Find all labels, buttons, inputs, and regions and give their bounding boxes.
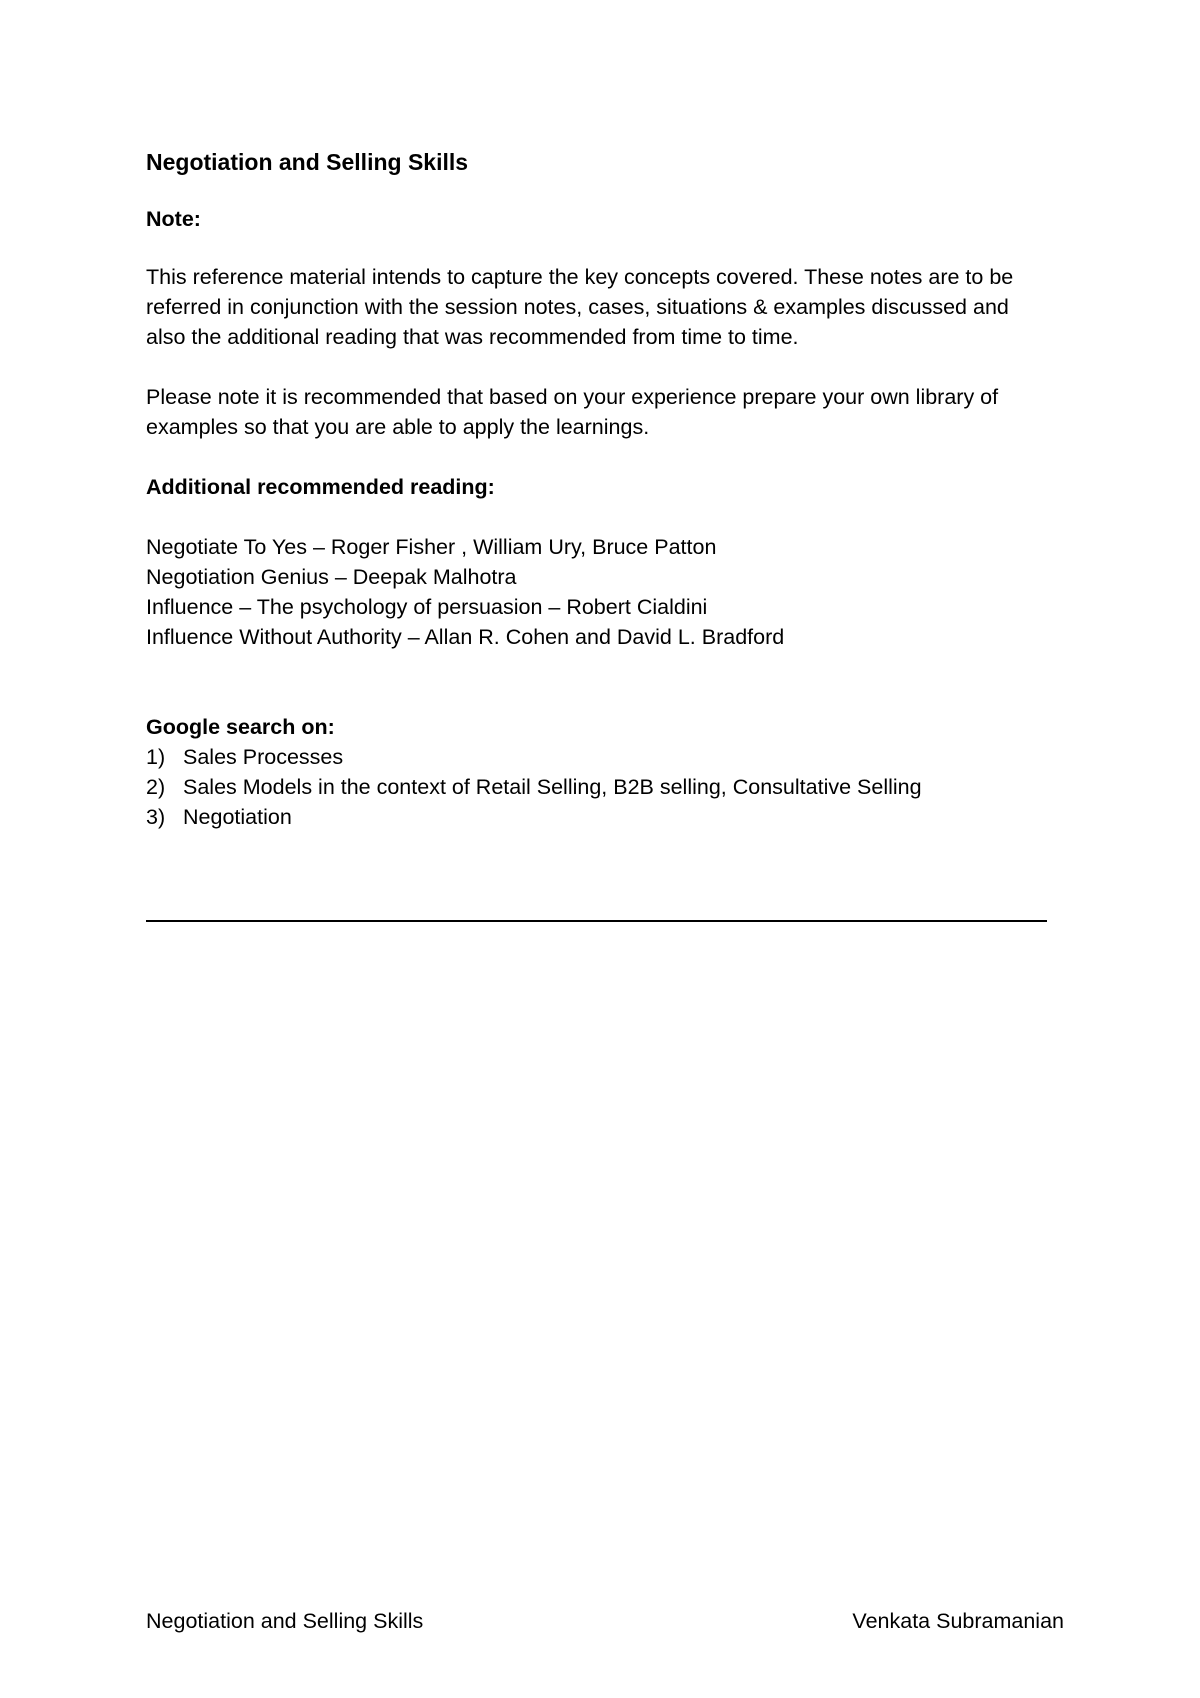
search-item-text: Negotiation: [183, 805, 292, 829]
search-item-number: 3): [146, 805, 166, 829]
search-item-number: 2): [146, 775, 166, 799]
reading-item: Influence Without Authority – Allan R. Cohen and David L. Bradford: [146, 625, 785, 649]
search-label: Google search on:: [146, 715, 335, 739]
search-list: [146, 742, 1066, 832]
intro-paragraph: This reference material intends to capture the key concepts covered. These notes are to be referred in conjunction with the session notes, cases, situations & examples discussed and also the additional reading that was recommended from time to time.: [146, 265, 1014, 349]
horizontal-rule: [146, 920, 1047, 922]
note-label: Note:: [146, 207, 201, 231]
search-item: [146, 772, 1066, 802]
reading-label: Additional recommended reading:: [146, 475, 495, 499]
reading-list: [146, 532, 1066, 652]
search-item-text: Sales Models in the context of Retail Selling, B2B selling, Consultative Selling: [183, 775, 922, 799]
reading-item: Negotiation Genius – Deepak Malhotra: [146, 565, 517, 589]
search-item: [146, 802, 1066, 832]
document-title: Negotiation and Selling Skills: [146, 149, 469, 175]
document-body: [146, 146, 1066, 832]
footer-title: Negotiation and Selling Skills: [146, 1609, 424, 1633]
search-item-number: 1): [146, 745, 166, 769]
footer-author: Venkata Subramanian: [852, 1609, 1064, 1633]
reading-item: Negotiate To Yes – Roger Fisher , William Ury, Bruce Patton: [146, 535, 717, 559]
reading-item: Influence – The psychology of persuasion – Robert Cialdini: [146, 595, 708, 619]
search-item: [146, 742, 1066, 772]
search-item-text: Sales Processes: [183, 745, 344, 769]
recommendation-paragraph: Please note it is recommended that based on your experience prepare your own library of examples so that you are able to apply the learnings.: [146, 385, 999, 439]
